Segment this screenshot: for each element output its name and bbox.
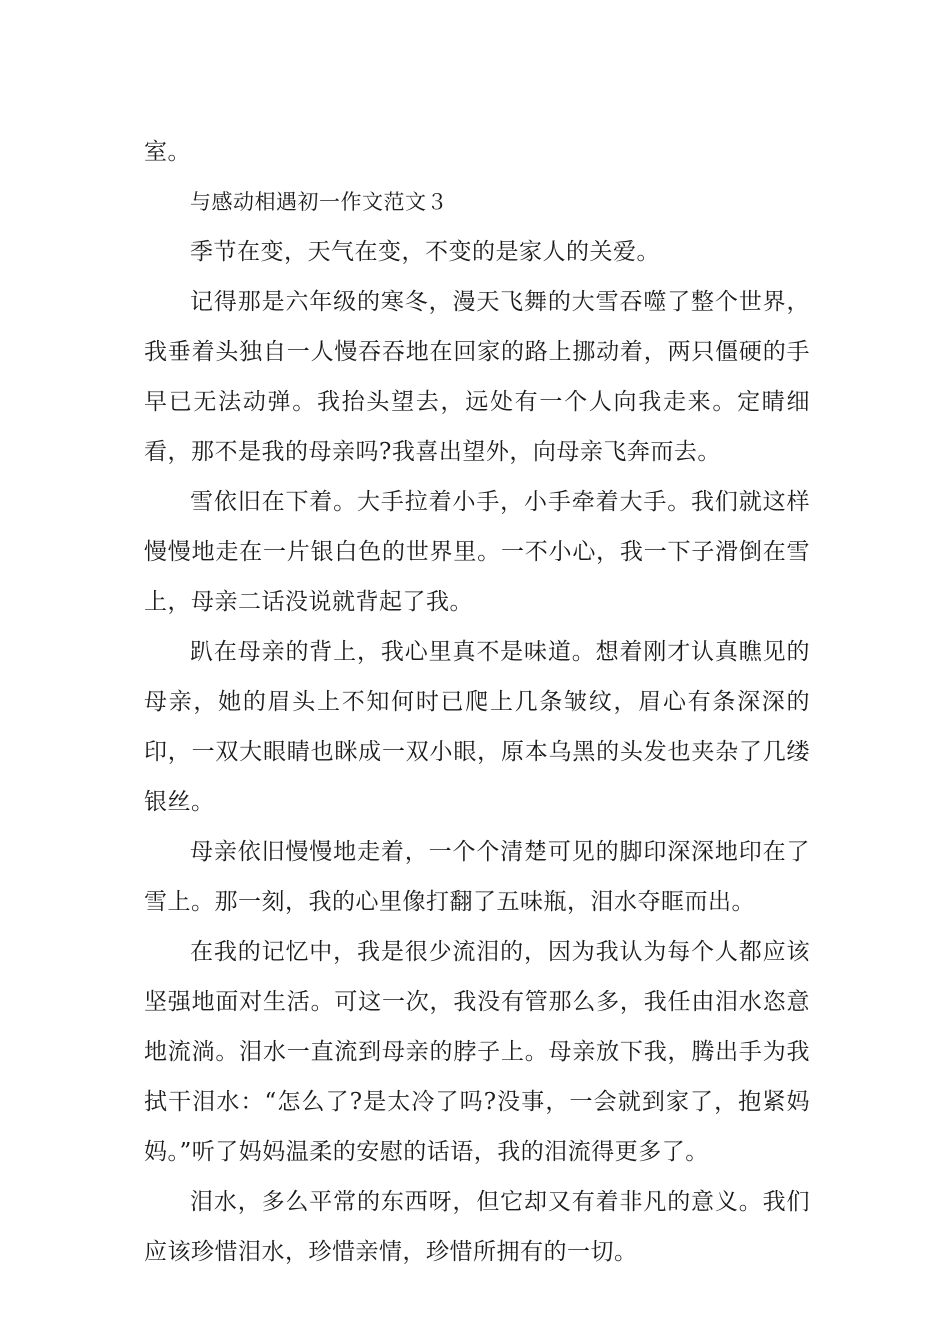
paragraph: 记得那是六年级的寒冬，漫天飞舞的大雪吞噬了整个世界，我垂着头独自一人慢吞吞地在回家的路上挪动着，两只僵硬的手早已无法动弹。我抬头望去，远处有一个人向我走来。定睛细看，那不是我的母亲吗?我喜出望外，向母亲飞奔而去。 xyxy=(144,289,810,465)
paragraph-continuation: 室。 xyxy=(144,139,191,165)
article-body xyxy=(144,127,810,1277)
section-title: 与感动相遇初一作文范文３ xyxy=(190,190,448,214)
paragraph: 趴在母亲的背上，我心里真不是味道。想着刚才认真瞧见的母亲，她的眉头上不知何时已爬上几条皱纹，眉心有条深深的印，一双大眼睛也眯成一双小眼，原本乌黑的头发也夹杂了几缕银丝。 xyxy=(144,639,810,815)
paragraph: 在我的记忆中，我是很少流泪的，因为我认为每个人都应该坚强地面对生活。可这一次，我没有管那么多，我任由泪水恣意地流淌。泪水一直流到母亲的脖子上。母亲放下我，腾出手为我拭干泪水：“怎么了?是太冷了吗?没事，一会就到家了，抱紧妈妈。”听了妈妈温柔的安慰的话语，我的泪流得更多了。 xyxy=(144,939,810,1165)
paragraph: 雪依旧在下着。大手拉着小手，小手牵着大手。我们就这样慢慢地走在一片银白色的世界里。一不小心，我一下子滑倒在雪上，母亲二话没说就背起了我。 xyxy=(144,489,810,615)
paragraph: 母亲依旧慢慢地走着，一个个清楚可见的脚印深深地印在了雪上。那一刻，我的心里像打翻了五味瓶，泪水夺眶而出。 xyxy=(144,839,810,915)
paragraph: 泪水，多么平常的东西呀，但它却又有着非凡的意义。我们应该珍惜泪水，珍惜亲情，珍惜所拥有的一切。 xyxy=(144,1189,810,1265)
paragraph: 季节在变，天气在变，不变的是家人的关爱。 xyxy=(190,239,660,265)
